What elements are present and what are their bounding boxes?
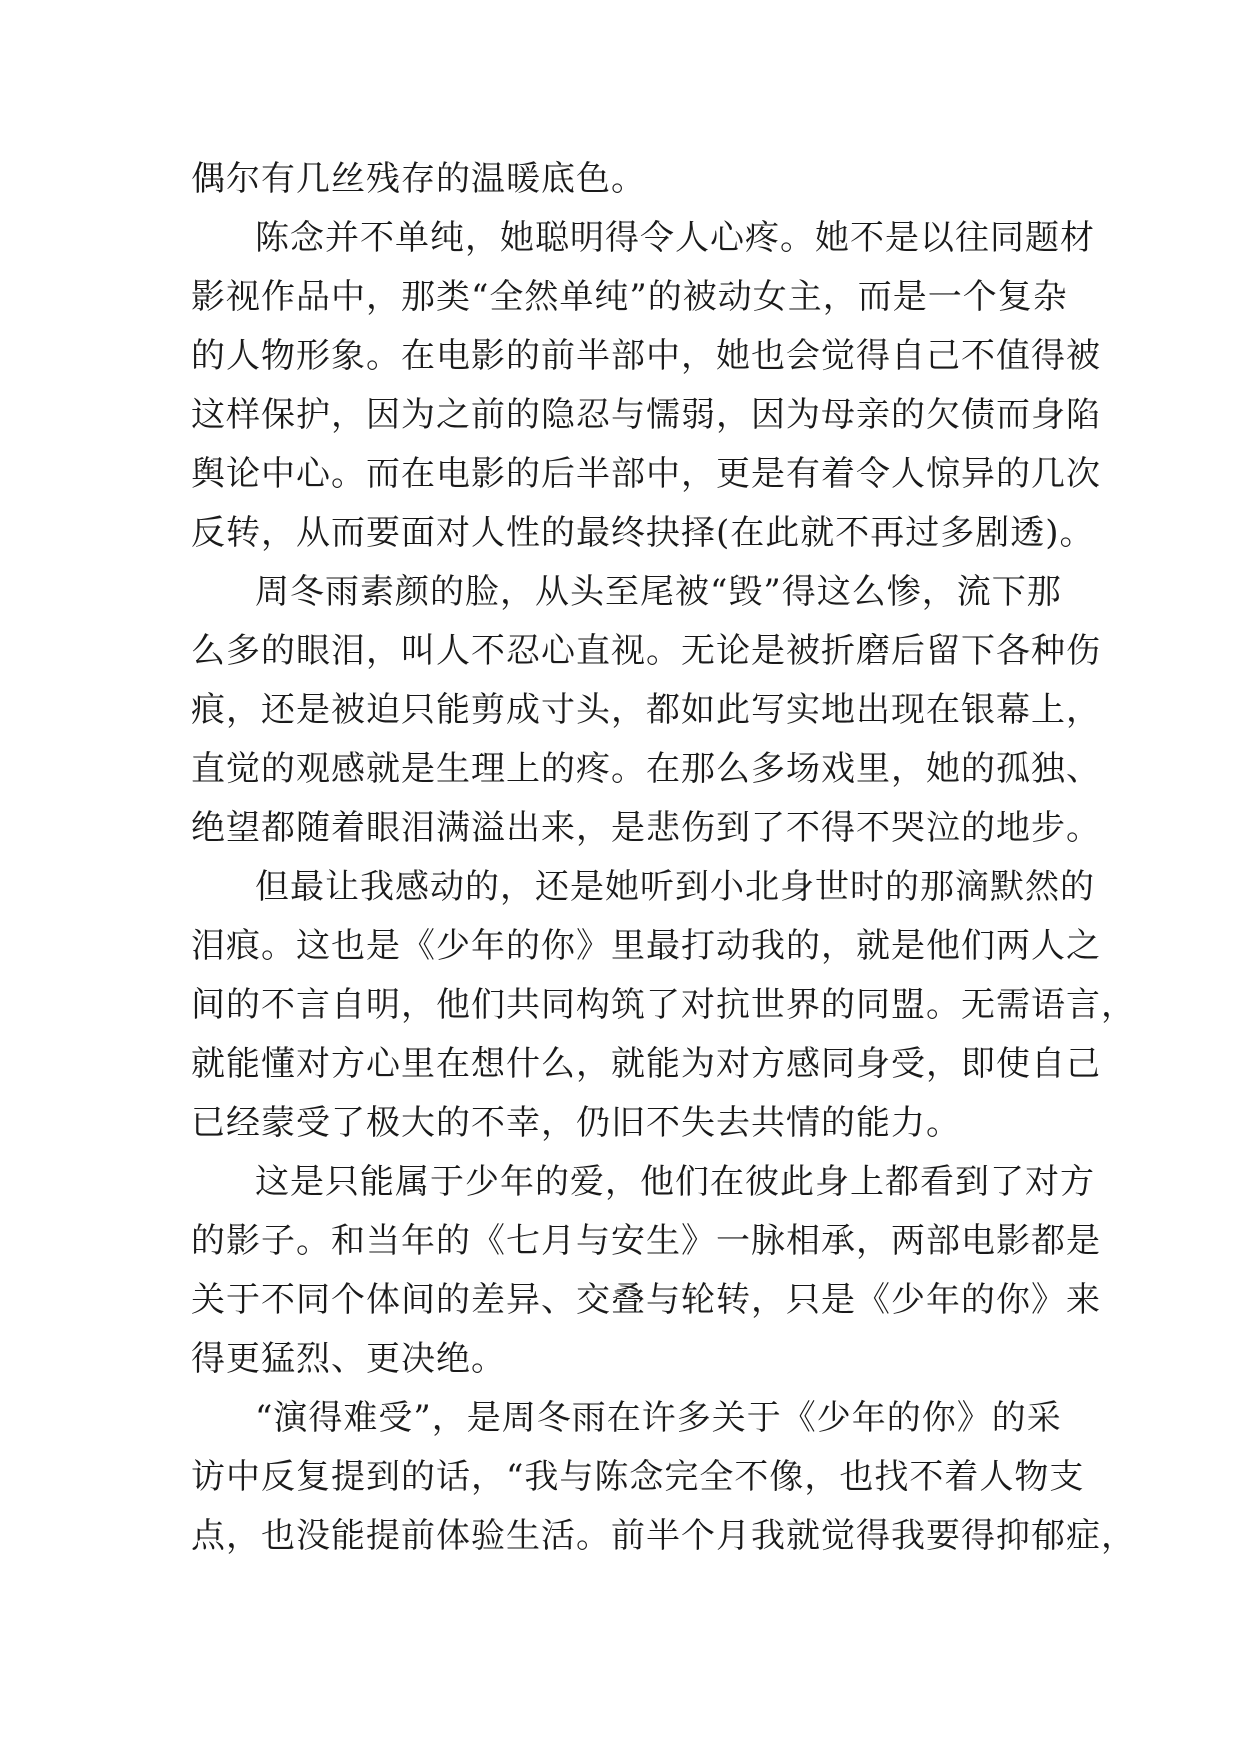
text-line: 泪痕。这也是《少年的你》里最打动我的，就是他们两人之 [191,926,1101,966]
text-line: 就能懂对方心里在想什么，就能为对方感同身受，即使自己 [191,1044,1101,1084]
text-line: 点，也没能提前体验生活。前半个月我就觉得我要得抑郁症， [191,1516,1136,1556]
text-line: 偶尔有几丝残存的温暖底色。 [191,159,646,199]
text-line: 么多的眼泪，叫人不忍心直视。无论是被折磨后留下各种伤 [191,631,1101,671]
text-line: 影视作品中，那类“全然单纯”的被动女主，而是一个复杂 [191,277,1068,317]
text-line: 访中反复提到的话，“我与陈念完全不像，也找不着人物支 [191,1457,1085,1497]
paragraph-first-line: 陈念并不单纯，她聪明得令人心疼。她不是以往同题材 [255,218,1095,258]
text-line: 的人物形象。在电影的前半部中，她也会觉得自己不值得被 [191,336,1101,376]
text-line: 间的不言自明，他们共同构筑了对抗世界的同盟。无需语言， [191,985,1136,1025]
text-line: 舆论中心。而在电影的后半部中，更是有着令人惊异的几次 [191,454,1101,494]
text-line: 直觉的观感就是生理上的疼。在那么多场戏里，她的孤独、 [191,749,1101,789]
text-line: 绝望都随着眼泪满溢出来，是悲伤到了不得不哭泣的地步。 [191,808,1101,848]
paragraph-first-line: “演得难受”，是周冬雨在许多关于《少年的你》的采 [255,1398,1062,1438]
article-body [191,150,1136,1566]
text-line: 反转，从而要面对人性的最终抉择(在此就不再过多剧透)。 [191,513,1095,553]
text-line: 已经蒙受了极大的不幸，仍旧不失去共情的能力。 [191,1103,961,1143]
text-line: 这样保护，因为之前的隐忍与懦弱，因为母亲的欠债而身陷 [191,395,1101,435]
paragraph-first-line: 这是只能属于少年的爱，他们在彼此身上都看到了对方 [255,1162,1095,1202]
paragraph-first-line: 周冬雨素颜的脸，从头至尾被“毁”得这么惨，流下那 [255,572,1062,612]
paragraph-first-line: 但最让我感动的，还是她听到小北身世时的那滴默然的 [255,867,1095,907]
text-line: 的影子。和当年的《七月与安生》一脉相承，两部电影都是 [191,1221,1101,1261]
text-line: 关于不同个体间的差异、交叠与轮转，只是《少年的你》来 [191,1280,1101,1320]
text-line: 得更猛烈、更决绝。 [191,1339,506,1379]
text-line: 痕，还是被迫只能剪成寸头，都如此写实地出现在银幕上， [191,690,1101,730]
